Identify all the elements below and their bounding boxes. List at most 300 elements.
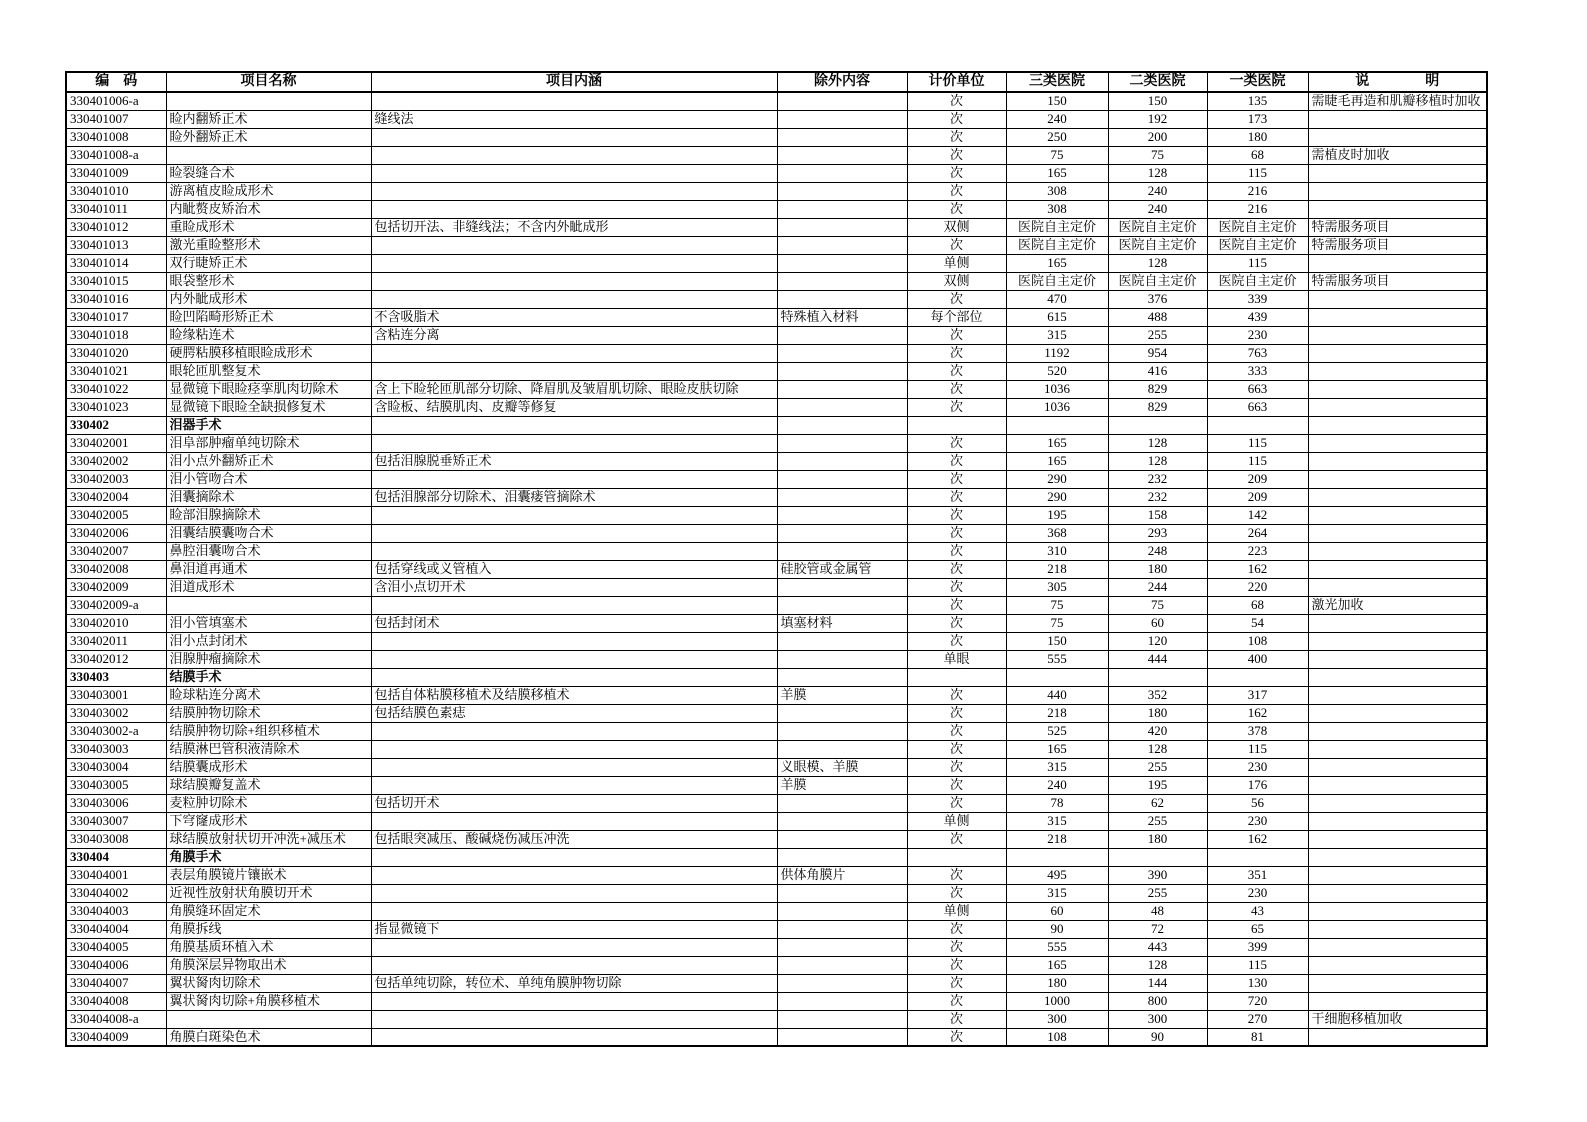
cell-unit: 次 (907, 884, 1006, 902)
cell-note (1308, 614, 1487, 632)
cell-content (371, 434, 777, 452)
cell-note (1308, 128, 1487, 146)
cell-name: 睑部泪腺摘除术 (166, 506, 371, 524)
cell-note (1308, 578, 1487, 596)
cell-name: 泪小管吻合术 (166, 470, 371, 488)
cell-code: 330401012 (66, 218, 166, 236)
cell-exclusion (777, 596, 907, 614)
cell-c1: 68 (1207, 596, 1308, 614)
cell-code: 330403002-a (66, 722, 166, 740)
cell-exclusion (777, 272, 907, 290)
cell-c2: 180 (1108, 830, 1207, 848)
cell-content (371, 812, 777, 830)
cell-note: 激光加收 (1308, 596, 1487, 614)
cell-c3: 195 (1006, 506, 1108, 524)
cell-c3: 165 (1006, 740, 1108, 758)
table-row (66, 92, 1487, 110)
cell-c3 (1006, 848, 1108, 866)
cell-c2: 128 (1108, 254, 1207, 272)
cell-name: 重睑成形术 (166, 218, 371, 236)
cell-note (1308, 668, 1487, 686)
cell-exclusion (777, 236, 907, 254)
cell-note (1308, 920, 1487, 938)
table-row (66, 380, 1487, 398)
cell-exclusion (777, 668, 907, 686)
cell-c2: 232 (1108, 470, 1207, 488)
cell-content: 包括切开术 (371, 794, 777, 812)
cell-c1: 142 (1207, 506, 1308, 524)
cell-name: 球结膜瓣复盖术 (166, 776, 371, 794)
cell-c1: 54 (1207, 614, 1308, 632)
cell-c3: 1036 (1006, 398, 1108, 416)
cell-content (371, 92, 777, 110)
cell-note (1308, 452, 1487, 470)
cell-content (371, 632, 777, 650)
cell-code: 330404003 (66, 902, 166, 920)
cell-c1: 220 (1207, 578, 1308, 596)
cell-content (371, 776, 777, 794)
cell-content (371, 740, 777, 758)
cell-c3: 75 (1006, 146, 1108, 164)
cell-content (371, 938, 777, 956)
cell-unit: 次 (907, 758, 1006, 776)
cell-unit: 次 (907, 146, 1006, 164)
cell-name: 泪腺肿瘤摘除术 (166, 650, 371, 668)
cell-unit: 单侧 (907, 902, 1006, 920)
column-header-c1: 一类医院 (1207, 72, 1308, 92)
cell-c3: 308 (1006, 200, 1108, 218)
table-row (66, 722, 1487, 740)
cell-c2: 416 (1108, 362, 1207, 380)
cell-note: 干细胞移植加收 (1308, 1010, 1487, 1028)
cell-note (1308, 344, 1487, 362)
cell-content: 包括结膜色素痣 (371, 704, 777, 722)
cell-code: 330403002 (66, 704, 166, 722)
cell-c1: 56 (1207, 794, 1308, 812)
cell-unit: 次 (907, 380, 1006, 398)
cell-name: 睑凹陷畸形矫正术 (166, 308, 371, 326)
cell-c3: 615 (1006, 308, 1108, 326)
cell-c1: 230 (1207, 326, 1308, 344)
cell-c3: 310 (1006, 542, 1108, 560)
cell-name: 泪器手术 (166, 416, 371, 434)
cell-exclusion: 硅胶管或金属管 (777, 560, 907, 578)
cell-content (371, 506, 777, 524)
cell-unit: 次 (907, 488, 1006, 506)
cell-content (371, 290, 777, 308)
cell-exclusion (777, 344, 907, 362)
cell-code: 330401022 (66, 380, 166, 398)
cell-c3: 1000 (1006, 992, 1108, 1010)
cell-exclusion (777, 992, 907, 1010)
cell-c2: 293 (1108, 524, 1207, 542)
cell-note (1308, 326, 1487, 344)
cell-c3: 75 (1006, 596, 1108, 614)
table-header (66, 72, 1487, 92)
cell-c2: 128 (1108, 434, 1207, 452)
column-header-content: 项目内涵 (371, 72, 777, 92)
cell-c1: 400 (1207, 650, 1308, 668)
cell-note (1308, 164, 1487, 182)
cell-note: 特需服务项目 (1308, 218, 1487, 236)
table-row (66, 704, 1487, 722)
table-row (66, 344, 1487, 362)
cell-content (371, 866, 777, 884)
cell-unit: 次 (907, 1028, 1006, 1046)
cell-code: 330401006-a (66, 92, 166, 110)
cell-unit: 次 (907, 398, 1006, 416)
cell-c1: 270 (1207, 1010, 1308, 1028)
cell-code: 330402005 (66, 506, 166, 524)
table-row (66, 776, 1487, 794)
table-row (66, 578, 1487, 596)
cell-code: 330402003 (66, 470, 166, 488)
cell-code: 330403006 (66, 794, 166, 812)
cell-c2: 128 (1108, 956, 1207, 974)
cell-c1: 173 (1207, 110, 1308, 128)
cell-unit: 次 (907, 434, 1006, 452)
column-header-c2: 二类医院 (1108, 72, 1207, 92)
column-header-note: 说 明 (1308, 72, 1487, 92)
cell-c1: 68 (1207, 146, 1308, 164)
cell-code: 330404004 (66, 920, 166, 938)
table-row (66, 200, 1487, 218)
cell-exclusion (777, 452, 907, 470)
cell-exclusion (777, 542, 907, 560)
cell-c3: 165 (1006, 254, 1108, 272)
cell-content (371, 668, 777, 686)
cell-c3: 240 (1006, 776, 1108, 794)
cell-c2: 144 (1108, 974, 1207, 992)
cell-exclusion (777, 164, 907, 182)
cell-name: 结膜囊成形术 (166, 758, 371, 776)
cell-c1: 81 (1207, 1028, 1308, 1046)
cell-code: 330401020 (66, 344, 166, 362)
cell-unit: 次 (907, 794, 1006, 812)
cell-content: 包括切开法、非缝线法；不含内外眦成形 (371, 218, 777, 236)
cell-c1: 223 (1207, 542, 1308, 560)
cell-exclusion (777, 848, 907, 866)
cell-unit: 次 (907, 614, 1006, 632)
cell-unit: 次 (907, 290, 1006, 308)
cell-note (1308, 650, 1487, 668)
cell-content: 含粘连分离 (371, 326, 777, 344)
cell-unit: 次 (907, 236, 1006, 254)
cell-code: 330403001 (66, 686, 166, 704)
cell-note (1308, 686, 1487, 704)
cell-name: 泪小管填塞术 (166, 614, 371, 632)
column-header-unit: 计价单位 (907, 72, 1006, 92)
cell-code: 330401008-a (66, 146, 166, 164)
cell-name: 结膜淋巴管积液清除术 (166, 740, 371, 758)
cell-name: 麦粒肿切除术 (166, 794, 371, 812)
cell-c2: 420 (1108, 722, 1207, 740)
cell-c2: 232 (1108, 488, 1207, 506)
cell-note (1308, 866, 1487, 884)
table-row (66, 128, 1487, 146)
table-row (66, 1028, 1487, 1046)
cell-c1: 230 (1207, 884, 1308, 902)
cell-exclusion: 羊膜 (777, 686, 907, 704)
cell-note: 特需服务项目 (1308, 236, 1487, 254)
table-row (66, 236, 1487, 254)
cell-unit: 次 (907, 506, 1006, 524)
cell-c2: 72 (1108, 920, 1207, 938)
cell-content (371, 848, 777, 866)
table-row (66, 596, 1487, 614)
section-row (66, 668, 1487, 686)
cell-c2: 248 (1108, 542, 1207, 560)
cell-note (1308, 110, 1487, 128)
cell-c2: 390 (1108, 866, 1207, 884)
cell-code: 330401013 (66, 236, 166, 254)
cell-c2: 444 (1108, 650, 1207, 668)
cell-name: 泪囊摘除术 (166, 488, 371, 506)
cell-unit: 双侧 (907, 218, 1006, 236)
cell-note (1308, 992, 1487, 1010)
cell-c3: 440 (1006, 686, 1108, 704)
cell-content (371, 362, 777, 380)
cell-c1: 65 (1207, 920, 1308, 938)
cell-c1: 43 (1207, 902, 1308, 920)
cell-c3 (1006, 416, 1108, 434)
cell-exclusion (777, 380, 907, 398)
table-row (66, 182, 1487, 200)
table-body (66, 92, 1487, 1046)
cell-exclusion (777, 470, 907, 488)
cell-note (1308, 506, 1487, 524)
cell-unit: 单侧 (907, 254, 1006, 272)
cell-c2: 195 (1108, 776, 1207, 794)
cell-c1: 115 (1207, 452, 1308, 470)
cell-c1: 339 (1207, 290, 1308, 308)
table-row (66, 110, 1487, 128)
cell-c1: 115 (1207, 956, 1308, 974)
cell-c3: 315 (1006, 326, 1108, 344)
cell-code: 330401009 (66, 164, 166, 182)
cell-c1: 115 (1207, 434, 1308, 452)
table-row (66, 614, 1487, 632)
cell-name: 泪囊结膜囊吻合术 (166, 524, 371, 542)
cell-unit: 次 (907, 920, 1006, 938)
cell-name: 泪小点封闭术 (166, 632, 371, 650)
cell-note (1308, 560, 1487, 578)
cell-code: 330402001 (66, 434, 166, 452)
cell-content: 包括眼突减压、酸碱烧伤减压冲洗 (371, 830, 777, 848)
table-row (66, 686, 1487, 704)
cell-c1: 医院自主定价 (1207, 236, 1308, 254)
cell-c3: 525 (1006, 722, 1108, 740)
cell-c1: 115 (1207, 254, 1308, 272)
table-row (66, 524, 1487, 542)
cell-c2: 75 (1108, 146, 1207, 164)
cell-name: 角膜手术 (166, 848, 371, 866)
cell-c3: 315 (1006, 812, 1108, 830)
cell-unit: 单侧 (907, 812, 1006, 830)
cell-c2: 829 (1108, 398, 1207, 416)
table-row (66, 812, 1487, 830)
cell-name: 近视性放射状角膜切开术 (166, 884, 371, 902)
cell-c3: 医院自主定价 (1006, 272, 1108, 290)
cell-unit: 次 (907, 542, 1006, 560)
cell-exclusion (777, 650, 907, 668)
cell-name: 睑球粘连分离术 (166, 686, 371, 704)
cell-unit: 次 (907, 776, 1006, 794)
cell-c3: 305 (1006, 578, 1108, 596)
cell-c2: 255 (1108, 884, 1207, 902)
cell-note (1308, 830, 1487, 848)
cell-c2: 244 (1108, 578, 1207, 596)
cell-exclusion (777, 92, 907, 110)
cell-c2: 128 (1108, 164, 1207, 182)
cell-exclusion: 义眼模、羊膜 (777, 758, 907, 776)
cell-c3: 240 (1006, 110, 1108, 128)
cell-exclusion: 羊膜 (777, 776, 907, 794)
table-row (66, 1010, 1487, 1028)
cell-c3: 60 (1006, 902, 1108, 920)
cell-code: 330402009-a (66, 596, 166, 614)
cell-c1: 115 (1207, 164, 1308, 182)
cell-c3: 78 (1006, 794, 1108, 812)
cell-content (371, 884, 777, 902)
cell-content: 包括封闭术 (371, 614, 777, 632)
cell-code: 330402011 (66, 632, 166, 650)
cell-c2: 255 (1108, 326, 1207, 344)
cell-c2: 医院自主定价 (1108, 272, 1207, 290)
cell-exclusion (777, 578, 907, 596)
cell-code: 330401014 (66, 254, 166, 272)
cell-c3: 165 (1006, 164, 1108, 182)
cell-name: 泪阜部肿瘤单纯切除术 (166, 434, 371, 452)
cell-exclusion (777, 1010, 907, 1028)
cell-c2: 60 (1108, 614, 1207, 632)
cell-unit: 次 (907, 1010, 1006, 1028)
cell-exclusion (777, 812, 907, 830)
pricing-table (65, 71, 1488, 1047)
cell-name: 翼状胬肉切除术 (166, 974, 371, 992)
cell-note (1308, 524, 1487, 542)
cell-note (1308, 632, 1487, 650)
cell-c3: 218 (1006, 830, 1108, 848)
cell-name: 眼袋整形术 (166, 272, 371, 290)
cell-exclusion (777, 200, 907, 218)
cell-c2: 255 (1108, 758, 1207, 776)
table-row (66, 938, 1487, 956)
cell-name: 双行睫矫正术 (166, 254, 371, 272)
cell-exclusion (777, 254, 907, 272)
cell-name (166, 1010, 371, 1028)
column-header-exclusion: 除外内容 (777, 72, 907, 92)
cell-exclusion (777, 794, 907, 812)
cell-content (371, 416, 777, 434)
cell-name (166, 92, 371, 110)
cell-note (1308, 848, 1487, 866)
cell-exclusion (777, 326, 907, 344)
cell-name: 翼状胬肉切除+角膜移植术 (166, 992, 371, 1010)
cell-name: 角膜基质环植入术 (166, 938, 371, 956)
cell-content (371, 236, 777, 254)
cell-name: 显微镜下眼睑全缺损修复术 (166, 398, 371, 416)
cell-c2 (1108, 668, 1207, 686)
cell-code: 330402008 (66, 560, 166, 578)
cell-content (371, 596, 777, 614)
cell-content: 含上下睑轮匝肌部分切除、降眉肌及皱眉肌切除、眼睑皮肤切除 (371, 380, 777, 398)
cell-exclusion (777, 974, 907, 992)
cell-c1: 216 (1207, 182, 1308, 200)
cell-name: 鼻泪道再通术 (166, 560, 371, 578)
cell-name: 内眦赘皮矫治术 (166, 200, 371, 218)
cell-name: 睑裂缝合术 (166, 164, 371, 182)
cell-name: 泪道成形术 (166, 578, 371, 596)
column-header-name: 项目名称 (166, 72, 371, 92)
cell-c1: 108 (1207, 632, 1308, 650)
cell-code: 330401015 (66, 272, 166, 290)
cell-unit: 次 (907, 830, 1006, 848)
cell-note (1308, 200, 1487, 218)
cell-exclusion (777, 506, 907, 524)
cell-content (371, 344, 777, 362)
cell-exclusion (777, 740, 907, 758)
cell-name: 表层角膜镜片镶嵌术 (166, 866, 371, 884)
cell-unit: 次 (907, 560, 1006, 578)
cell-c2: 488 (1108, 308, 1207, 326)
cell-c3: 555 (1006, 650, 1108, 668)
table-row (66, 272, 1487, 290)
cell-exclusion (777, 920, 907, 938)
cell-c1: 医院自主定价 (1207, 272, 1308, 290)
cell-c1: 162 (1207, 830, 1308, 848)
cell-content (371, 650, 777, 668)
cell-code: 330401023 (66, 398, 166, 416)
cell-name: 眼轮匝肌整复术 (166, 362, 371, 380)
cell-code: 330404 (66, 848, 166, 866)
cell-note (1308, 1028, 1487, 1046)
cell-c3: 医院自主定价 (1006, 218, 1108, 236)
cell-note (1308, 902, 1487, 920)
cell-unit (907, 848, 1006, 866)
cell-c1: 180 (1207, 128, 1308, 146)
cell-name: 睑内翻矫正术 (166, 110, 371, 128)
table-row (66, 470, 1487, 488)
cell-code: 330403003 (66, 740, 166, 758)
cell-note (1308, 290, 1487, 308)
cell-c1: 333 (1207, 362, 1308, 380)
cell-note (1308, 416, 1487, 434)
cell-code: 330401017 (66, 308, 166, 326)
cell-content (371, 146, 777, 164)
cell-note: 需睫毛再造和肌瓣移植时加收 (1308, 92, 1487, 110)
column-header-c3: 三类医院 (1006, 72, 1108, 92)
cell-c1: 162 (1207, 704, 1308, 722)
cell-exclusion: 供体角膜片 (777, 866, 907, 884)
cell-c2: 300 (1108, 1010, 1207, 1028)
table-row (66, 920, 1487, 938)
cell-c3: 218 (1006, 704, 1108, 722)
cell-c1: 209 (1207, 470, 1308, 488)
cell-c3: 290 (1006, 470, 1108, 488)
cell-code: 330403008 (66, 830, 166, 848)
cell-code: 330401018 (66, 326, 166, 344)
table-row (66, 758, 1487, 776)
cell-unit: 单眼 (907, 650, 1006, 668)
table-row (66, 218, 1487, 236)
cell-exclusion: 特殊植入材料 (777, 308, 907, 326)
cell-c1: 317 (1207, 686, 1308, 704)
cell-c2: 443 (1108, 938, 1207, 956)
cell-unit: 次 (907, 128, 1006, 146)
cell-c3 (1006, 668, 1108, 686)
cell-content (371, 164, 777, 182)
